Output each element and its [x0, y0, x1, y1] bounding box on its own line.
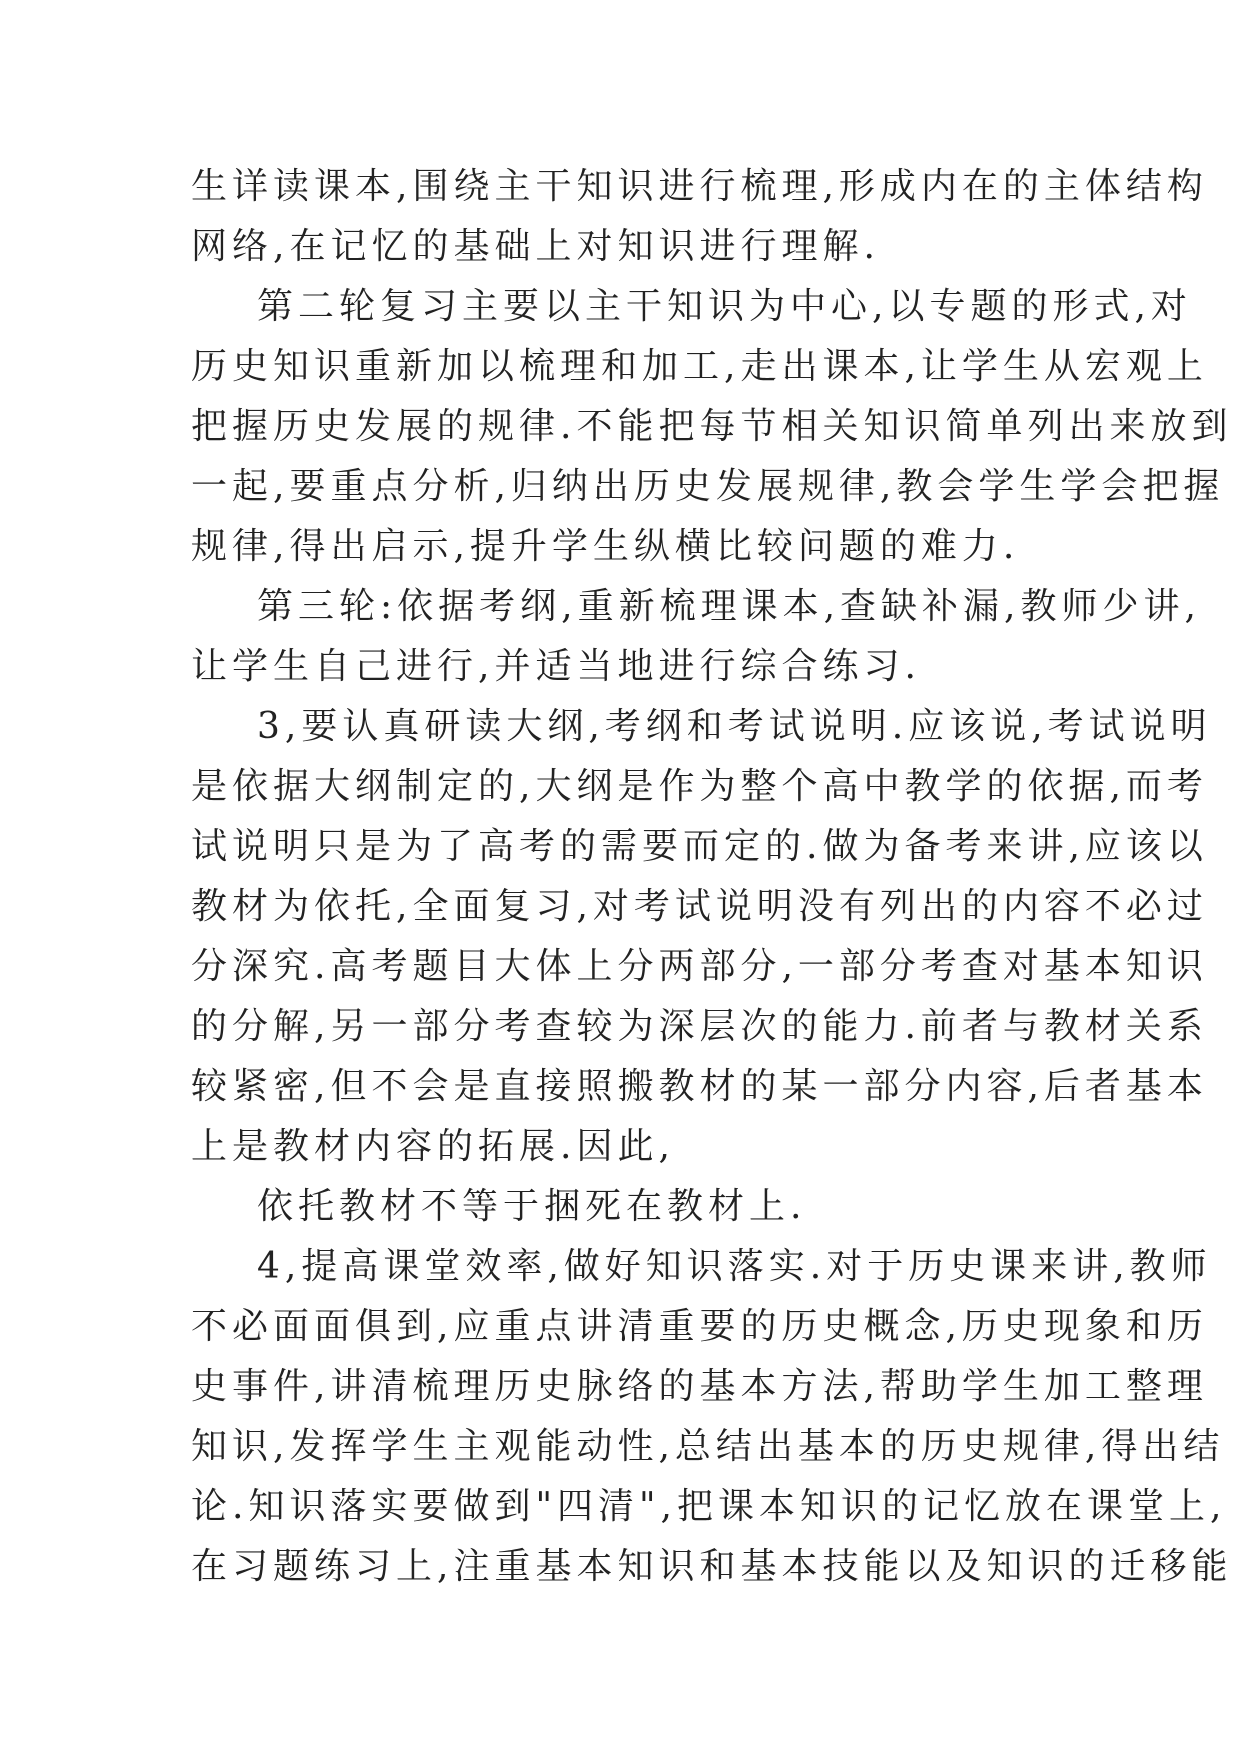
- text-line: 史事件,讲清梳理历史脉络的基本方法,帮助学生加工整理: [191, 1366, 1208, 1407]
- text-line: 较紧密,但不会是直接照搬教材的某一部分内容,后者基本: [191, 1066, 1208, 1107]
- text-line: 第三轮:依据考纲,重新梳理课本,查缺补漏,教师少讲,: [257, 586, 1201, 627]
- text-line: 让学生自己进行,并适当地进行综合练习.: [191, 646, 921, 687]
- text-line: 是依据大纲制定的,大纲是作为整个高中教学的依据,而考: [191, 766, 1208, 807]
- body-text: [191, 157, 1233, 1597]
- text-line: 规律,得出启示,提升学生纵横比较问题的难力.: [191, 526, 1020, 567]
- text-line: 网络,在记忆的基础上对知识进行理解.: [191, 226, 880, 267]
- text-line: 上是教材内容的拓展.因此,: [191, 1126, 675, 1167]
- text-line: 4,提高课堂效率,做好知识落实.对于历史课来讲,教师: [257, 1246, 1212, 1287]
- text-line: 不必面面俱到,应重点讲清重要的历史概念,历史现象和历: [191, 1306, 1208, 1347]
- text-line: 的分解,另一部分考查较为深层次的能力.前者与教材关系: [191, 1006, 1208, 1047]
- text-line: 论.知识落实要做到"四清",把课本知识的记忆放在课堂上,: [191, 1486, 1227, 1527]
- text-line: 把握历史发展的规律.不能把每节相关知识简单列出来放到: [191, 406, 1233, 447]
- text-line: 教材为依托,全面复习,对考试说明没有列出的内容不必过: [191, 886, 1208, 927]
- text-line: 分深究.高考题目大体上分两部分,一部分考查对基本知识: [191, 946, 1208, 987]
- text-line: 在习题练习上,注重基本知识和基本技能以及知识的迁移能: [191, 1546, 1233, 1587]
- text-line: 依托教材不等于捆死在教材上.: [257, 1186, 807, 1227]
- text-line: 历史知识重新加以梳理和加工,走出课本,让学生从宏观上: [191, 346, 1208, 387]
- text-line: 试说明只是为了高考的需要而定的.做为备考来讲,应该以: [191, 826, 1208, 867]
- text-line: 3,要认真研读大纲,考纲和考试说明.应该说,考试说明: [257, 706, 1212, 747]
- text-line: 一起,要重点分析,归纳出历史发展规律,教会学生学会把握: [191, 466, 1225, 507]
- text-line: 第二轮复习主要以主干知识为中心,以专题的形式,对: [257, 286, 1192, 327]
- text-line: 生详读课本,围绕主干知识进行梳理,形成内在的主体结构: [191, 166, 1208, 207]
- text-line: 知识,发挥学生主观能动性,总结出基本的历史规律,得出结: [191, 1426, 1225, 1467]
